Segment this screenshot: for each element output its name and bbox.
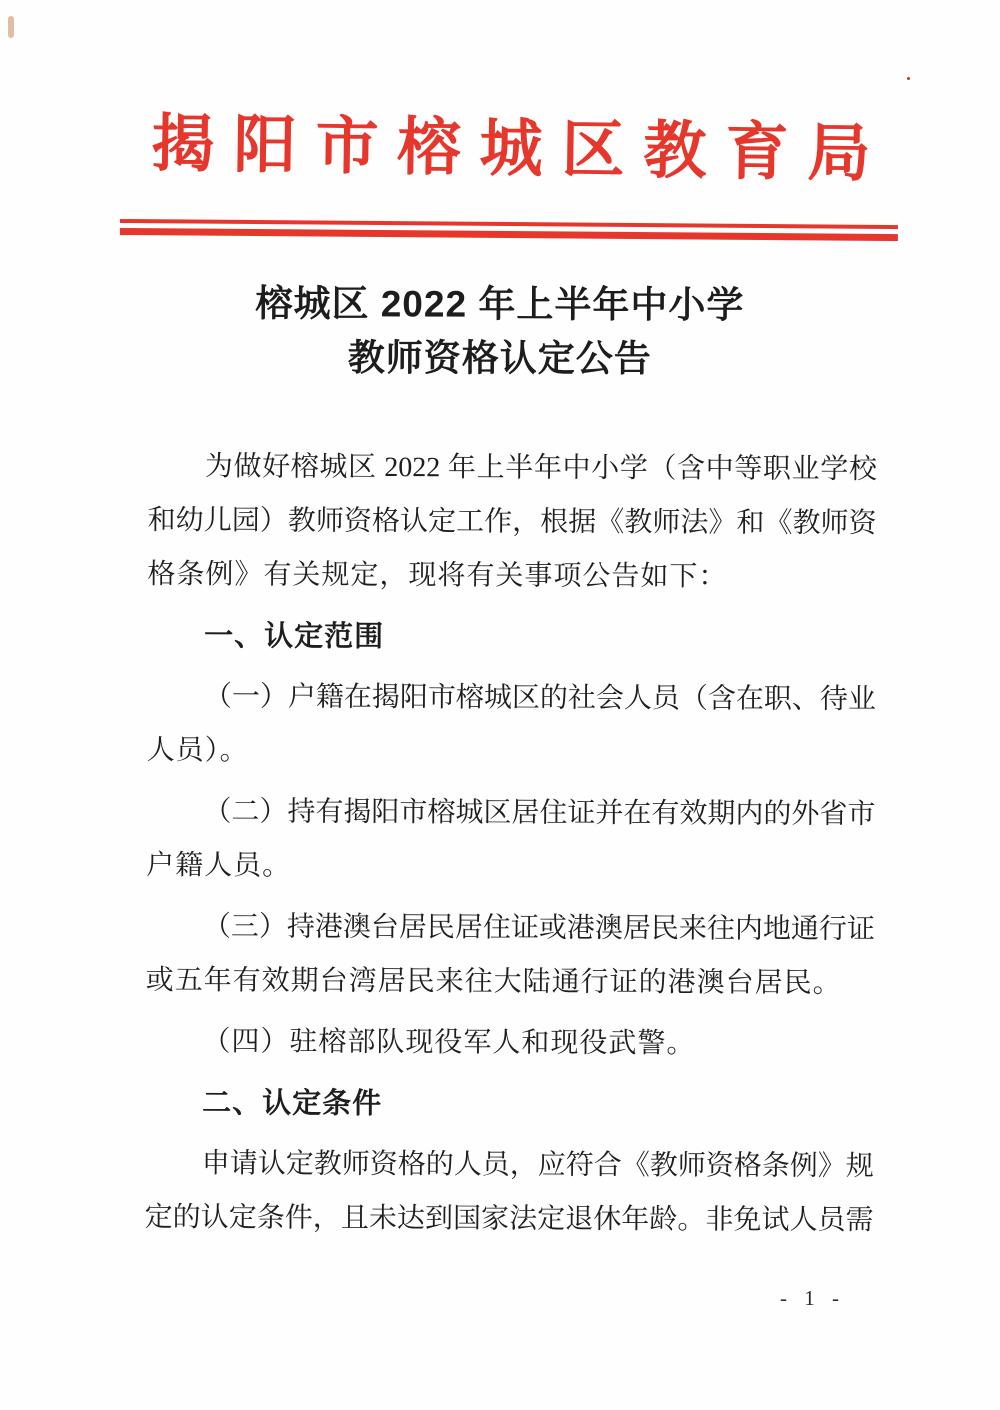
body-text-line: 定的认定条件，且未达到国家法定退休年龄。非免试人员需 bbox=[144, 1201, 874, 1237]
page-number: - 1 - bbox=[780, 1286, 845, 1310]
section bbox=[147, 609, 876, 666]
document-body bbox=[144, 440, 877, 1255]
paragraph bbox=[145, 1015, 874, 1072]
letterhead-org-name: 揭阳市榕城区教育局 bbox=[151, 109, 890, 190]
document-title-line2: 教师资格认定公告 bbox=[347, 337, 652, 380]
body-text-line: （四）驻榕部队现役军人和现役武警。 bbox=[202, 1026, 696, 1060]
document-title bbox=[0, 284, 1000, 379]
paragraph bbox=[146, 785, 875, 896]
body-text-line: 和幼儿园）教师资格认定工作，根据《教师法》和《教师资 bbox=[147, 504, 877, 540]
body-text-line: 申请认定教师资格的人员，应符合《教师资格条例》规 bbox=[201, 1148, 874, 1183]
paragraph bbox=[147, 440, 877, 605]
body-text-line: 人员）。 bbox=[146, 734, 249, 767]
scan-artifact-dot bbox=[907, 77, 910, 80]
separator-thin-line bbox=[120, 219, 898, 229]
section bbox=[145, 1076, 874, 1133]
scan-artifact-smudge bbox=[8, 16, 14, 38]
body-text-line: 为做好榕城区 2022 年上半年中小学（含中等职业学校 bbox=[204, 451, 877, 486]
letterhead-separator bbox=[120, 219, 898, 241]
body-text-line: 格条例》有关规定，现将有关事项公告如下： bbox=[147, 558, 728, 593]
body-text-line: 或五年有效期台湾居民来往大陆通行证的港澳台居民。 bbox=[145, 964, 842, 1000]
section-heading: 二、认定条件 bbox=[202, 1087, 383, 1121]
paragraph bbox=[146, 900, 875, 1011]
body-text-line: （二）持有揭阳市榕城区居住证并在有效期内的外省市 bbox=[203, 796, 876, 831]
paragraph bbox=[147, 670, 876, 781]
separator-thick-line bbox=[120, 228, 898, 241]
section-heading: 一、认定范围 bbox=[204, 620, 385, 654]
body-text-line: （一）户籍在揭阳市榕城区的社会人员（含在职、待业 bbox=[203, 681, 876, 716]
body-text-line: （三）持港澳台居民居住证或港澳居民来往内地通行证 bbox=[202, 911, 875, 946]
paragraph bbox=[144, 1137, 873, 1248]
body-text-line: 户籍人员。 bbox=[146, 849, 292, 882]
document-title-line1: 榕城区 2022 年上半年中小学 bbox=[255, 282, 745, 326]
